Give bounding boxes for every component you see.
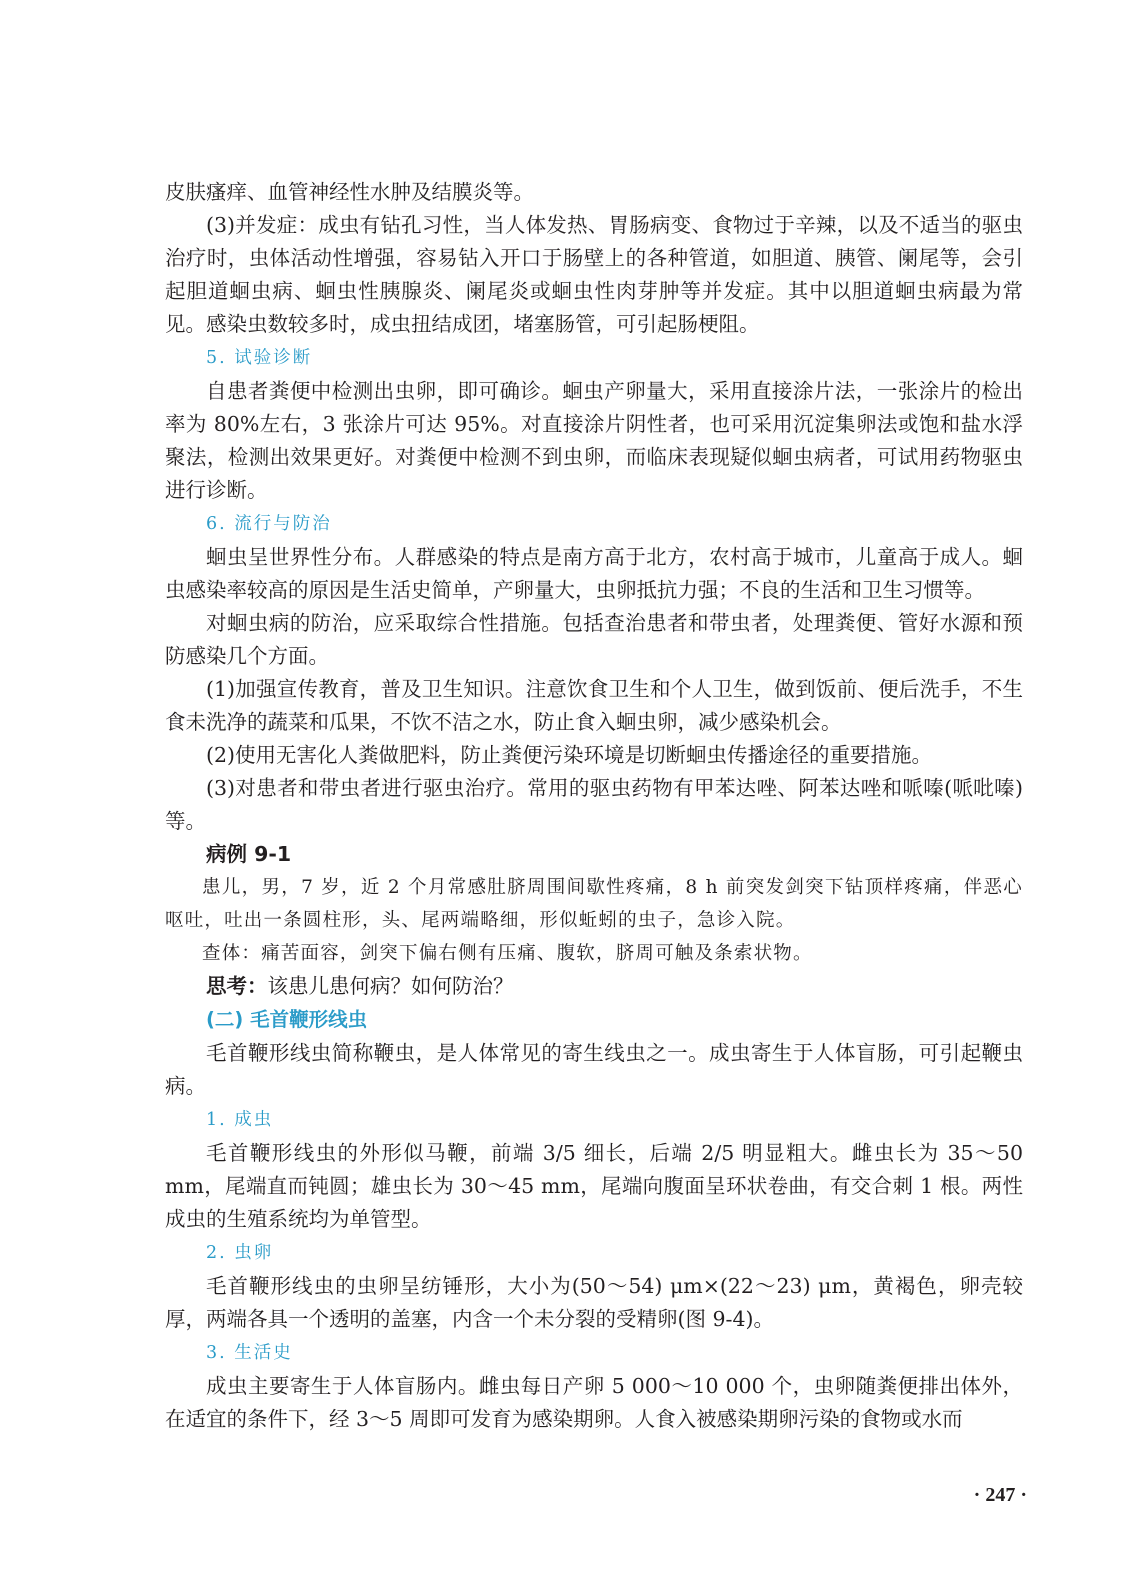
think-question <box>165 970 1023 1003</box>
paragraph: 毛首鞭形线虫简称鞭虫，是人体常见的寄生线虫之一。成虫寄生于人体盲肠，可引起鞭虫病。 <box>165 1041 1023 1098</box>
paragraph: 成虫主要寄生于人体盲肠内。雌虫每日产卵 5 000～10 000 个，虫卵随粪便排出体外，在适宜的条件下，经 3～5 周即可发育为感染期卵。人食入被感染期卵污染的食物或水而 <box>165 1374 1023 1431</box>
subheading-egg: 2. 虫卵 <box>206 1243 274 1263</box>
paragraph: (3)并发症：成虫有钻孔习性，当人体发热、胃肠病变、食物过于辛辣，以及不适当的驱虫治疗时，虫体活动性增强，容易钻入开口于肠壁上的各种管道，如胆道、胰管、阑尾等，会引起胆道蛔虫病、蛔虫性胰腺炎、阑尾炎或蛔虫性肉芽肿等并发症。其中以胆道蛔虫病最为常见。感染虫数较多时，成虫扭结成团，堵塞肠管，可引起肠梗阻。 <box>165 213 1023 336</box>
paragraph: (2)使用无害化人粪做肥料，防止粪便污染环境是切断蛔虫传播途径的重要措施。 <box>206 743 933 767</box>
case-title-text: 病例 9-1 <box>206 842 292 866</box>
paragraph: 蛔虫呈世界性分布。人群感染的特点是南方高于北方，农村高于城市，儿童高于成人。蛔虫感染率较高的原因是生活史简单，产卵量大，虫卵抵抗力强；不良的生活和卫生习惯等。 <box>165 545 1023 602</box>
paragraph: 皮肤瘙痒、血管神经性水肿及结膜炎等。 <box>165 180 534 204</box>
page-number: · 247 · <box>973 1484 1027 1506</box>
paragraph: (3)对患者和带虫者进行驱虫治疗。常用的驱虫药物有甲苯达唑、阿苯达唑和哌嗪(哌吡嗪)等。 <box>165 776 1023 833</box>
paragraph: 对蛔虫病的防治，应采取综合性措施。包括查治患者和带虫者，处理粪便、管好水源和预防感染几个方面。 <box>165 611 1023 668</box>
paragraph: (1)加强宣传教育，普及卫生知识。注意饮食卫生和个人卫生，做到饭前、便后洗手，不生食未洗净的蔬菜和瓜果，不饮不洁之水，防止食入蛔虫卵，减少感染机会。 <box>165 677 1023 734</box>
case-paragraph: 患儿，男，7 岁，近 2 个月常感肚脐周围间歇性疼痛，8 h 前突发剑突下钻顶样疼痛，伴恶心呕吐，吐出一条圆柱形，头、尾两端略细，形似蚯蚓的虫子，急诊入院。 <box>165 877 1023 931</box>
paragraph: 毛首鞭形线虫的虫卵呈纺锤形，大小为(50～54) μm×(22～23) μm，黄褐色，卵壳较厚，两端各具一个透明的盖塞，内含一个未分裂的受精卵(图 9-4)。 <box>165 1274 1023 1331</box>
page-content <box>165 176 1023 1436</box>
subheading-epidemiology: 6. 流行与防治 <box>206 514 332 534</box>
subheading-diagnosis: 5. 试验诊断 <box>206 348 313 368</box>
paragraph: 自患者粪便中检测出虫卵，即可确诊。蛔虫产卵量大，采用直接涂片法，一张涂片的检出率为 80%左右，3 张涂片可达 95%。对直接涂片阴性者，也可采用沉淀集卵法或饱和盐水浮聚法，检测出效果更好。对粪便中检测不到虫卵，而临床表现疑似蛔虫病者，可试用药物驱虫进行诊断。 <box>165 379 1023 502</box>
case-title <box>165 838 1023 871</box>
think-label: 思考： <box>206 974 268 998</box>
think-text: 该患儿患何病？如何防治？ <box>267 974 514 998</box>
section-heading-trichuris: (二) 毛首鞭形线虫 <box>206 1008 368 1031</box>
case-paragraph: 查体：痛苦面容，剑突下偏右侧有压痛、腹软，脐周可触及条索状物。 <box>202 943 813 964</box>
subheading-adult: 1. 成虫 <box>206 1110 274 1130</box>
paragraph: 毛首鞭形线虫的外形似马鞭，前端 3/5 细长，后端 2/5 明显粗大。雌虫长为 35～50 mm，尾端直而钝圆；雄虫长为 30～45 mm，尾端向腹面呈环状卷曲，有交合刺 1 根。两性成虫的生殖系统均为单管型。 <box>165 1141 1023 1231</box>
subheading-life-cycle: 3. 生活史 <box>206 1343 293 1363</box>
